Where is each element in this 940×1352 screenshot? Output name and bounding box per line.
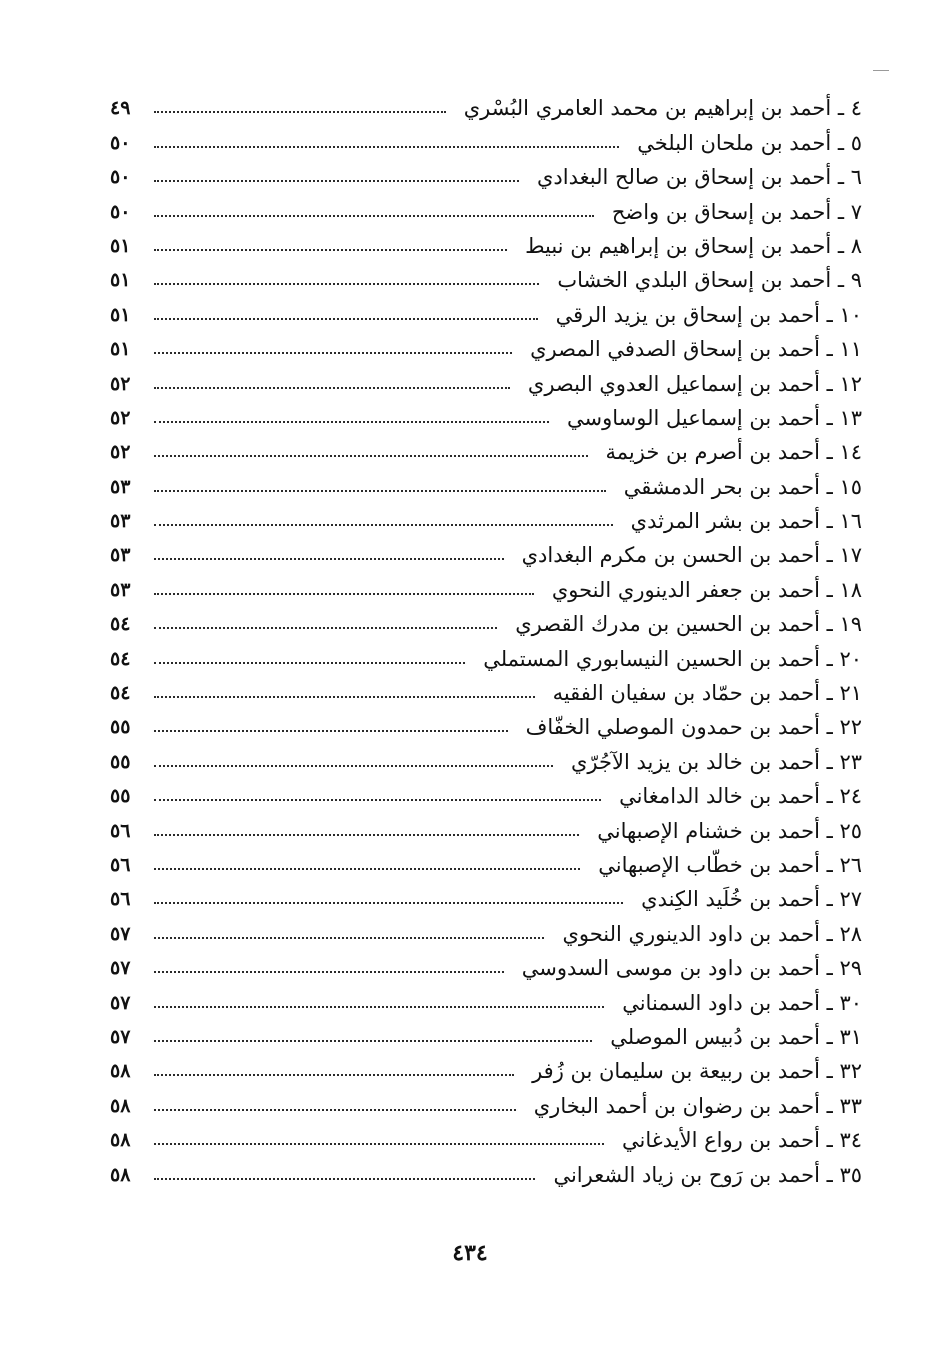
entry-number: ١٤ <box>839 440 862 465</box>
entry-page-number: ٥٥ <box>110 750 131 773</box>
entry-title <box>553 748 862 776</box>
toc-entry <box>110 157 862 191</box>
entry-name: أحمد بن ملحان البلخي <box>637 130 832 155</box>
dot-leader <box>154 1040 592 1042</box>
toc-entry <box>110 294 862 328</box>
dot-leader <box>154 1006 604 1008</box>
entry-name: أحمد بن داود بن موسى السدوسي <box>521 956 820 981</box>
toc-entry <box>110 260 862 294</box>
entry-separator: ـ <box>831 96 851 121</box>
entry-title <box>619 129 862 157</box>
entry-name: أحمد بن إسماعيل الوساوسي <box>567 405 820 430</box>
dot-leader <box>154 765 553 767</box>
entry-title <box>623 885 862 913</box>
toc-entry <box>110 707 862 741</box>
dot-leader <box>154 318 538 320</box>
entry-page-number: ٥٧ <box>110 1025 131 1048</box>
toc-entry <box>110 604 862 638</box>
entry-page-number: ٥٦ <box>110 819 131 842</box>
entry-number: ٣٥ <box>839 1162 862 1187</box>
entry-title <box>504 541 862 569</box>
entry-name: أحمد بن الحسين بن مدرك القصري <box>515 612 820 637</box>
dot-leader <box>154 696 535 698</box>
entry-number: ١١ <box>839 337 862 362</box>
entry-title <box>613 507 862 535</box>
toc-entry <box>110 913 862 947</box>
dot-leader <box>154 421 549 423</box>
entry-name: أحمد بن إسحاق بن صالح البغدادي <box>536 165 832 190</box>
entry-separator: ـ <box>831 268 851 293</box>
entry-separator: ـ <box>819 681 840 706</box>
entry-separator: ـ <box>819 1162 840 1187</box>
dot-leader <box>154 662 465 664</box>
entry-title <box>508 713 862 741</box>
entry-name: أحمد بن الحسين النيسابوري المستملي <box>483 646 820 671</box>
entry-separator: ـ <box>819 1093 840 1118</box>
toc-entry <box>110 122 862 156</box>
entry-title <box>594 198 862 226</box>
toc-entry <box>110 948 862 982</box>
entry-separator: ـ <box>819 612 840 637</box>
entry-separator: ـ <box>819 1059 840 1084</box>
entry-page-number: ٥٦ <box>110 853 131 876</box>
entry-page-number: ٤٩ <box>110 97 131 120</box>
entry-page-number: ٥٣ <box>110 544 131 567</box>
entry-name: أحمد بن حمدون الموصلي الخفّاف <box>525 715 820 740</box>
entry-title <box>606 473 862 501</box>
toc-entry <box>110 1120 862 1154</box>
entry-page-number: ٥٧ <box>110 957 131 980</box>
dot-leader <box>154 1143 604 1145</box>
entry-number: ١٥ <box>839 474 862 499</box>
entry-name: أحمد بن رضوان بن أحمد البخاري <box>533 1093 820 1118</box>
dot-leader <box>154 558 504 560</box>
entry-name: أحمد بن رواع الأيدغاني <box>622 1128 820 1153</box>
entry-number: ١٢ <box>839 371 862 396</box>
entry-title <box>507 232 862 260</box>
dot-leader <box>154 180 519 182</box>
entry-number: ٢٨ <box>839 921 862 946</box>
dot-leader <box>154 455 588 457</box>
entry-page-number: ٥٤ <box>110 613 131 636</box>
entry-separator: ـ <box>819 474 840 499</box>
entry-number: ٢٢ <box>839 715 862 740</box>
entry-number: ١٦ <box>839 509 862 534</box>
entry-page-number: ٥٣ <box>110 578 131 601</box>
entry-title <box>604 989 862 1017</box>
entry-page-number: ٥٠ <box>110 131 131 154</box>
toc-entry <box>110 638 862 672</box>
entry-number: ٤ <box>850 96 862 121</box>
entry-name: أحمد بن إسحاق الصدفي المصري <box>530 337 820 362</box>
toc-entry <box>110 673 862 707</box>
dot-leader <box>154 283 539 285</box>
toc-entry <box>110 88 862 122</box>
toc-entry <box>110 329 862 363</box>
entry-page-number: ٥٢ <box>110 441 131 464</box>
entry-number: ١٧ <box>839 543 862 568</box>
entry-title <box>604 1126 862 1154</box>
entry-name: أحمد بن خشنام الإصبهاني <box>597 818 820 843</box>
entry-name: أحمد بن حمّاد بن سفيان الفقيه <box>552 681 820 706</box>
entry-number: ١٨ <box>839 577 862 602</box>
entry-page-number: ٥٠ <box>110 200 131 223</box>
entry-title <box>601 782 862 810</box>
dot-leader <box>154 490 606 492</box>
entry-page-number: ٥٤ <box>110 682 131 705</box>
entry-number: ١٩ <box>839 612 862 637</box>
entry-separator: ـ <box>819 956 840 981</box>
entry-number: ٢٤ <box>839 784 862 809</box>
entry-separator: ـ <box>819 646 840 671</box>
dot-leader <box>154 937 544 939</box>
entry-number: ٥ <box>850 130 862 155</box>
entry-number: ٨ <box>850 233 862 258</box>
entry-separator: ـ <box>819 990 840 1015</box>
dot-leader <box>154 971 504 973</box>
entry-page-number: ٥٨ <box>110 1129 131 1152</box>
dot-leader <box>154 524 613 526</box>
entry-page-number: ٥٨ <box>110 1163 131 1186</box>
entry-name: أحمد بن الحسن بن مكرم البغدادي <box>521 543 820 568</box>
entry-title <box>514 1057 862 1085</box>
toc-entry <box>110 845 862 879</box>
entry-name: أحمد بن داود السمناني <box>622 990 820 1015</box>
entry-page-number: ٥٥ <box>110 785 131 808</box>
entry-separator: ـ <box>819 1128 840 1153</box>
dot-leader <box>154 834 579 836</box>
entry-page-number: ٥١ <box>110 234 131 257</box>
toc-entry <box>110 810 862 844</box>
entry-page-number: ٥٢ <box>110 406 131 429</box>
dot-leader <box>154 249 507 251</box>
entry-title <box>535 1161 862 1189</box>
toc-entry <box>110 398 862 432</box>
entry-name: أحمد بن خُلَيد الكِندي <box>641 887 820 912</box>
entry-title <box>512 335 862 363</box>
toc-entry <box>110 569 862 603</box>
entry-separator: ـ <box>831 199 851 224</box>
entry-separator: ـ <box>819 302 840 327</box>
entry-page-number: ٥٧ <box>110 991 131 1014</box>
entry-name: أحمد بن خالد بن يزيد الآجُرّي <box>570 749 820 774</box>
toc-entry <box>110 535 862 569</box>
entry-separator: ـ <box>819 715 840 740</box>
dot-leader <box>154 1074 514 1076</box>
entry-title <box>588 438 863 466</box>
entry-separator: ـ <box>819 921 840 946</box>
entry-page-number: ٥٣ <box>110 510 131 533</box>
entry-separator: ـ <box>819 337 840 362</box>
dot-leader <box>154 352 512 354</box>
entry-page-number: ٥٦ <box>110 888 131 911</box>
toc-entry <box>110 1085 862 1119</box>
entry-name: أحمد بن خالد الدامغاني <box>619 784 820 809</box>
dot-leader <box>154 1109 516 1111</box>
toc-entry <box>110 1017 862 1051</box>
entry-number: ٩ <box>850 268 862 293</box>
entry-separator: ـ <box>819 784 840 809</box>
entry-page-number: ٥١ <box>110 338 131 361</box>
toc-entry <box>110 776 862 810</box>
entry-separator: ـ <box>819 818 840 843</box>
toc-entry <box>110 226 862 260</box>
entry-name: أحمد بن إسحاق البلدي الخشاب <box>557 268 832 293</box>
page-number: ٤٣٤ <box>452 1240 488 1266</box>
toc-entry <box>110 1051 862 1085</box>
entry-number: ٢٦ <box>839 852 862 877</box>
entry-title <box>544 920 862 948</box>
entry-name: أحمد بن بحر الدمشقي <box>623 474 820 499</box>
toc-entry <box>110 1154 862 1188</box>
entry-page-number: ٥٠ <box>110 166 131 189</box>
toc-entry <box>110 879 862 913</box>
entry-number: ٣٠ <box>839 990 862 1015</box>
entry-page-number: ٥٤ <box>110 647 131 670</box>
entry-page-number: ٥٣ <box>110 475 131 498</box>
entry-separator: ـ <box>831 130 851 155</box>
entry-page-number: ٥٢ <box>110 372 131 395</box>
entry-name: أحمد بن إسحاق بن واضح <box>611 199 832 224</box>
entry-number: ٢٩ <box>839 956 862 981</box>
toc-entry <box>110 191 862 225</box>
toc-entry <box>110 432 862 466</box>
entry-separator: ـ <box>819 371 840 396</box>
entry-number: ١٠ <box>839 302 862 327</box>
entry-title <box>510 370 862 398</box>
entry-title <box>519 163 862 191</box>
entry-title <box>534 576 862 604</box>
dot-leader <box>154 627 497 629</box>
entry-separator: ـ <box>819 852 840 877</box>
entry-name: أحمد بن دُبيس الموصلي <box>610 1024 820 1049</box>
entry-number: ٣٣ <box>839 1093 862 1118</box>
entry-page-number: ٥٨ <box>110 1060 131 1083</box>
entry-number: ١٣ <box>839 405 862 430</box>
entry-name: أحمد بن إسحاق بن إبراهيم بن نبيط <box>525 233 832 258</box>
entry-name: أحمد بن رَوح بن زياد الشعراني <box>553 1162 820 1187</box>
entry-title <box>580 851 862 879</box>
toc-entry <box>110 501 862 535</box>
entry-name: أحمد بن ربيعة بن سليمان بن زُفر <box>532 1059 820 1084</box>
entry-name: أحمد بن داود الدينوري النحوي <box>562 921 820 946</box>
entry-name: أحمد بن خطّاب الإصبهاني <box>598 852 820 877</box>
toc-entry <box>110 363 862 397</box>
toc-entry <box>110 741 862 775</box>
dot-leader <box>154 387 510 389</box>
entry-title <box>549 404 862 432</box>
dot-leader <box>154 1178 535 1180</box>
entry-number: ٣١ <box>839 1024 862 1049</box>
dot-leader <box>154 146 619 148</box>
entry-name: أحمد بن أصرم بن خزيمة <box>605 440 820 465</box>
toc-entry <box>110 982 862 1016</box>
entry-number: ٧ <box>850 199 862 224</box>
entry-page-number: ٥١ <box>110 303 131 326</box>
dot-leader <box>154 799 601 801</box>
entry-name: أحمد بن بشر المرثدي <box>630 509 820 534</box>
entry-separator: ـ <box>819 887 840 912</box>
entry-separator: ـ <box>831 233 851 258</box>
table-of-contents <box>110 88 862 1189</box>
entry-title <box>516 1092 862 1120</box>
entry-separator: ـ <box>819 405 840 430</box>
entry-title <box>465 645 862 673</box>
entry-number: ٢٥ <box>839 818 862 843</box>
dot-leader <box>154 730 508 732</box>
entry-number: ٢٧ <box>839 887 862 912</box>
entry-title <box>497 610 862 638</box>
entry-title <box>538 301 862 329</box>
entry-separator: ـ <box>819 509 840 534</box>
entry-number: ٣٤ <box>839 1128 862 1153</box>
entry-number: ٣٢ <box>839 1059 862 1084</box>
dot-leader <box>154 868 580 870</box>
entry-title <box>504 954 862 982</box>
entry-page-number: ٥٧ <box>110 922 131 945</box>
entry-page-number: ٥٨ <box>110 1094 131 1117</box>
dot-leader <box>154 902 623 904</box>
entry-separator: ـ <box>819 577 840 602</box>
dot-leader <box>154 593 534 595</box>
entry-name: أحمد بن إسماعيل العدوي البصري <box>527 371 820 396</box>
entry-name: أحمد بن جعفر الدينوري النحوي <box>551 577 820 602</box>
entry-number: ٢٣ <box>839 749 862 774</box>
entry-page-number: ٥١ <box>110 269 131 292</box>
entry-number: ٢١ <box>839 681 862 706</box>
dot-leader <box>154 111 446 113</box>
entry-title <box>539 266 862 294</box>
entry-title <box>535 679 862 707</box>
entry-separator: ـ <box>819 543 840 568</box>
entry-separator: ـ <box>819 1024 840 1049</box>
dot-leader <box>154 215 594 217</box>
entry-separator: ـ <box>831 165 851 190</box>
entry-page-number: ٥٥ <box>110 716 131 739</box>
entry-number: ٦ <box>850 165 862 190</box>
entry-title <box>579 817 862 845</box>
entry-name: أحمد بن إبراهيم بن محمد العامري البُسْري <box>463 96 832 121</box>
margin-mark <box>873 70 889 71</box>
entry-name: أحمد بن إسحاق بن يزيد الرقي <box>555 302 820 327</box>
entry-separator: ـ <box>819 440 840 465</box>
entry-number: ٢٠ <box>839 646 862 671</box>
entry-title <box>446 94 862 122</box>
entry-separator: ـ <box>819 749 840 774</box>
toc-entry <box>110 466 862 500</box>
entry-title <box>592 1023 862 1051</box>
